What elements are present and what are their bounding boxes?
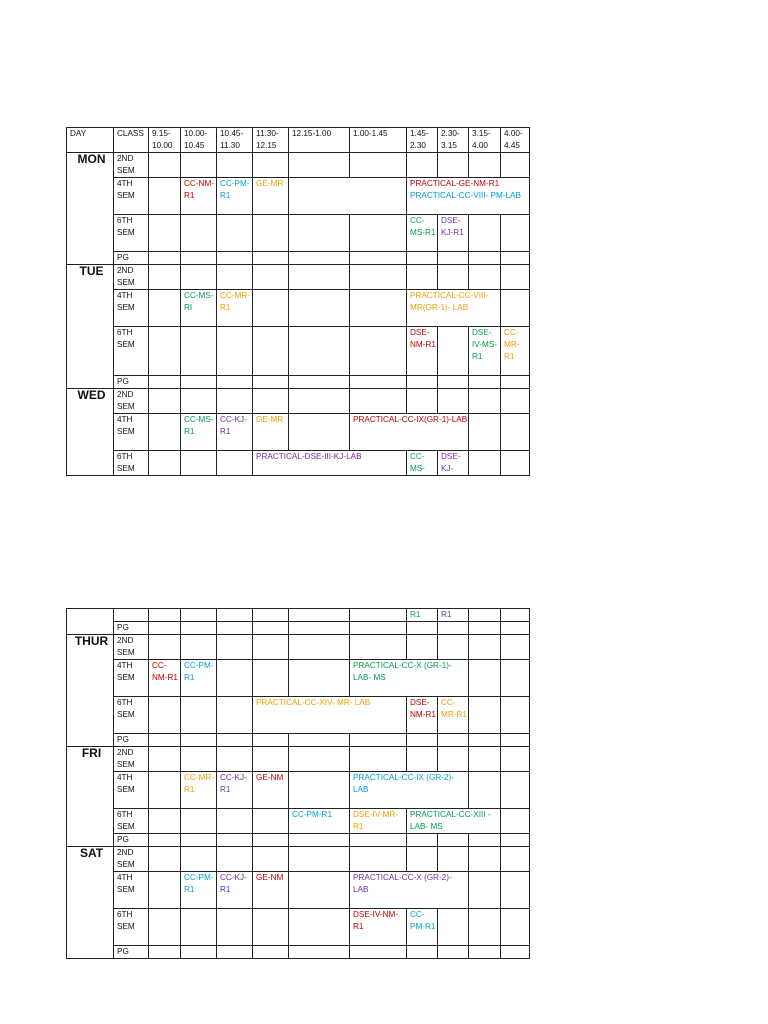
period-cell: CC-PM-R1 — [181, 872, 217, 909]
header-slot: 11.30-12.15 — [253, 128, 289, 153]
practical-cell: PRACTICAL-CC-X (GR-2)- LAB — [350, 872, 469, 909]
class-label: 4TH SEM — [114, 660, 149, 697]
table-row — [67, 153, 530, 178]
header-slot: 1.00-1.45 — [350, 128, 407, 153]
class-label: 4TH SEM — [114, 872, 149, 909]
practical-cell: PRACTICAL-CC-X (GR-1)-LAB- MS — [350, 660, 469, 697]
class-label: PG — [114, 734, 149, 747]
table-row — [67, 946, 530, 959]
period-cell: CC-MS- — [407, 451, 438, 476]
period-cell: CC-KJ-R1 — [217, 872, 253, 909]
practical-cell: PRACTICAL-DSE-III-KJ-LAB — [253, 451, 407, 476]
header-slot: 9.15-10.00 — [149, 128, 181, 153]
table-row — [67, 178, 530, 215]
period-cell: CC-MR-R1 — [217, 290, 253, 327]
day-label-fri: FRI — [67, 747, 114, 847]
period-cell: GE-MR — [253, 178, 289, 215]
period-cell: CC-MS-R1 — [181, 414, 217, 451]
class-label: 2ND SEM — [114, 153, 149, 178]
practical-cell: PRACTICAL-CC-XIV- MR- LAB — [253, 697, 407, 734]
period-cell: CC-NM-R1 — [149, 660, 181, 697]
table-row — [67, 734, 530, 747]
class-label: PG — [114, 376, 149, 389]
period-cell: CC-MR-R1 — [501, 327, 530, 376]
header-class: CLASS — [114, 128, 149, 153]
period-cell: CC-KJ-R1 — [217, 772, 253, 809]
day-continued — [67, 609, 114, 635]
table-row — [67, 660, 530, 697]
class-label: 4TH SEM — [114, 178, 149, 215]
practical-line: PRACTICAL-CC-VIII- PM-LAB — [410, 191, 521, 200]
class-label: PG — [114, 252, 149, 265]
practical-cell: PRACTICAL-CC-XIII -LAB- MS — [407, 809, 501, 834]
day-label-mon: MON — [67, 153, 114, 265]
period-cell: DSE-NM-R1 — [407, 327, 438, 376]
class-label: 6TH SEM — [114, 697, 149, 734]
period-cell: CC-MS-RI — [181, 290, 217, 327]
table-row — [67, 609, 530, 622]
day-label-sat: SAT — [67, 847, 114, 959]
table-row — [67, 252, 530, 265]
class-label: 4TH SEM — [114, 290, 149, 327]
class-label: 2ND SEM — [114, 265, 149, 290]
class-label: PG — [114, 946, 149, 959]
class-label: 2ND SEM — [114, 747, 149, 772]
table-row — [67, 622, 530, 635]
table-row — [67, 809, 530, 834]
header-slot: 1.45-2.30 — [407, 128, 438, 153]
period-cell: DSE-IV-NM-R1 — [350, 909, 407, 946]
header-slot: 10.00-10.45 — [181, 128, 217, 153]
table-row — [67, 747, 530, 772]
period-cell: R1 — [438, 609, 469, 622]
table-row — [67, 414, 530, 451]
day-label-thur: THUR — [67, 635, 114, 747]
table-row — [67, 290, 530, 327]
table-row — [67, 772, 530, 809]
period-cell: CC-PM-R1 — [407, 909, 438, 946]
period-cell: DSE-NM-R1 — [407, 697, 438, 734]
day-label-tue: TUE — [67, 265, 114, 389]
period-cell: CC-KJ-R1 — [217, 414, 253, 451]
class-label: 6TH SEM — [114, 909, 149, 946]
table-row — [67, 909, 530, 946]
practical-cell: PRACTICAL-CC-IX (GR-2)- LAB — [350, 772, 469, 809]
class-label: 6TH SEM — [114, 451, 149, 476]
period-cell: R1 — [407, 609, 438, 622]
table-row — [67, 872, 530, 909]
class-label: 2ND SEM — [114, 847, 149, 872]
header-slot: 12.15-1.00 — [289, 128, 350, 153]
class-label: 4TH SEM — [114, 414, 149, 451]
table-row — [67, 265, 530, 290]
timetable-page-1 — [66, 127, 530, 476]
table-row — [67, 327, 530, 376]
class-label: 2ND SEM — [114, 635, 149, 660]
practical-line: PRACTICAL-GE-NM-R1 — [410, 179, 500, 188]
class-label: 6TH SEM — [114, 809, 149, 834]
header-slot: 3.15-4.00 — [469, 128, 501, 153]
table-row — [67, 697, 530, 734]
practical-cell: PRACTICAL-CC-VIII-MR(GR-1)- LAB — [407, 290, 501, 327]
period-cell: GE-NM — [253, 872, 289, 909]
header-slot: 10.45-11.30 — [217, 128, 253, 153]
table-row — [67, 834, 530, 847]
period-cell: CC-MR-R1 — [438, 697, 469, 734]
table-row — [67, 635, 530, 660]
practical-cell: PRACTICAL-CC-IX(GR-1)-LAB — [350, 414, 469, 451]
period-cell: CC-MS-R1 — [407, 215, 438, 252]
class-label: PG — [114, 622, 149, 635]
header-day: DAY — [67, 128, 114, 153]
period-cell: CC-NM-R1 — [181, 178, 217, 215]
table-row — [67, 215, 530, 252]
class-label: PG — [114, 834, 149, 847]
class-label: 6TH SEM — [114, 327, 149, 376]
table-row — [67, 847, 530, 872]
timetable-page-2 — [66, 608, 530, 959]
day-label-wed: WED — [67, 389, 114, 476]
class-label: 6TH SEM — [114, 215, 149, 252]
header-slot: 2.30-3.15 — [438, 128, 469, 153]
table-row — [67, 451, 530, 476]
period-cell: CC-PM-R1 — [217, 178, 253, 215]
period-cell: DSE-KJ-R1 — [438, 215, 469, 252]
period-cell: CC-PM-R1 — [181, 660, 217, 697]
period-cell: GE-NM — [253, 772, 289, 809]
table-row — [67, 389, 530, 414]
header-slot: 4.00-4.45 — [501, 128, 530, 153]
class-label: 2ND SEM — [114, 389, 149, 414]
period-cell: DSE-KJ- — [438, 451, 469, 476]
table-row — [67, 376, 530, 389]
header-row — [67, 128, 530, 153]
period-cell: DSE-IV-MS-R1 — [469, 327, 501, 376]
period-cell: GE-MR — [253, 414, 289, 451]
period-cell: CC-PM-R1 — [289, 809, 350, 834]
period-cell: DSE-IV-MR-R1 — [350, 809, 407, 834]
practical-cell — [407, 178, 530, 215]
period-cell: CC-MR-R1 — [181, 772, 217, 809]
class-label: 4TH SEM — [114, 772, 149, 809]
